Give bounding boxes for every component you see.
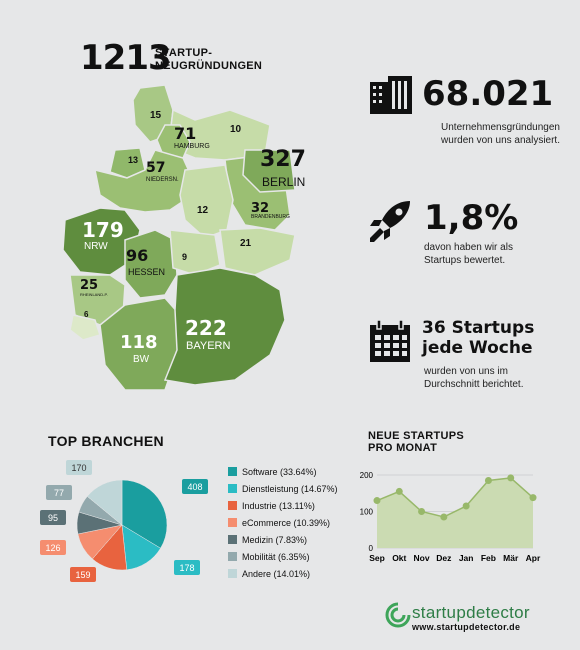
- legend-label: Dienstleistung (14.67%): [242, 483, 338, 494]
- region-bayern-label: BAYERN: [186, 340, 231, 352]
- legend-item: [228, 565, 338, 582]
- legend-item: [228, 480, 338, 497]
- region-niedersachsen-label: NIEDERSN.: [146, 177, 179, 183]
- pie-callout-value: 170: [71, 463, 87, 473]
- stat-weekly-desc: wurden von uns im Durchschnitt berichtet.: [424, 366, 524, 390]
- stat-analyzed-value: 68.021: [422, 74, 554, 114]
- data-point: [485, 477, 492, 484]
- calendar-icon: [368, 320, 412, 364]
- x-tick-label: Mär: [503, 553, 519, 563]
- x-tick-label: Jan: [458, 553, 474, 563]
- pie-callout-value: 159: [75, 570, 91, 580]
- region-hessen-label: HESSEN: [128, 267, 166, 277]
- monthly-chart: [345, 465, 545, 565]
- legend-item: [228, 463, 338, 480]
- legend-label: Medizin (7.83%): [242, 534, 308, 545]
- data-point: [396, 488, 403, 495]
- region-bremen-value: 13: [128, 155, 139, 165]
- legend-swatch: [228, 484, 237, 493]
- chart-title: NEUE STARTUPS PRO MONAT: [368, 430, 464, 454]
- brand-url[interactable]: www.startupdetector.de: [412, 622, 521, 632]
- region-sh-value: 15: [150, 110, 162, 121]
- pie-callout: [174, 560, 200, 575]
- y-tick-label: 200: [359, 471, 373, 480]
- pie-callout-value: 77: [53, 488, 65, 498]
- legend-item: [228, 548, 338, 565]
- region-saarland-value: 6: [84, 310, 89, 319]
- y-tick-label: 100: [359, 507, 373, 517]
- region-bayern-value: 222: [185, 316, 227, 340]
- x-tick-label: Okt: [392, 553, 407, 563]
- data-point: [530, 494, 537, 501]
- legend-label: Software (33.64%): [242, 466, 317, 477]
- region-bw-label: BW: [133, 354, 150, 365]
- region-sachsen-value: 21: [240, 238, 252, 249]
- legend-swatch: [228, 535, 237, 544]
- pie-callout-value: 95: [47, 513, 59, 523]
- pie-callout: [40, 540, 66, 555]
- region-sachsen-anhalt-shape: [180, 165, 233, 238]
- x-tick-label: Apr: [525, 553, 541, 563]
- data-point: [440, 513, 447, 520]
- legend-swatch: [228, 501, 237, 510]
- legend-swatch: [228, 467, 237, 476]
- pie-callout: [70, 567, 96, 582]
- legend-swatch: [228, 569, 237, 578]
- data-point: [463, 503, 470, 510]
- data-point: [418, 508, 425, 515]
- pie-callout: [40, 510, 66, 525]
- region-brandenburg-value: 32: [251, 201, 270, 216]
- legend-item: [228, 514, 338, 531]
- region-brandenburg-label: BRANDENBURG: [251, 214, 290, 220]
- startupdetector-logo-icon: [385, 602, 411, 628]
- pie-callout-value: 408: [187, 482, 203, 492]
- region-thueringen-value: 9: [182, 252, 188, 262]
- legend-swatch: [228, 518, 237, 527]
- region-hamburg-label: HAMBURG: [174, 143, 210, 150]
- legend-label: Industrie (13.11%): [242, 500, 315, 511]
- pie-callout: [182, 479, 208, 494]
- region-rlp-label: RHEINLAND-P.: [80, 292, 108, 297]
- legend-label: eCommerce (10.39%): [242, 517, 331, 528]
- pie-callout-value: 178: [179, 563, 195, 573]
- region-bw-value: 118: [120, 332, 158, 353]
- region-nrw-value: 179: [82, 218, 124, 242]
- x-tick-label: Sep: [369, 553, 385, 563]
- legend-item: [228, 531, 338, 548]
- x-tick-label: Nov: [413, 553, 430, 563]
- y-tick-label: 0: [368, 544, 373, 553]
- pie-callout-value: 126: [45, 543, 61, 553]
- region-niedersachsen-value: 57: [146, 160, 166, 176]
- data-point: [507, 474, 514, 481]
- branchen-legend: [228, 463, 338, 582]
- legend-swatch: [228, 552, 237, 561]
- region-hessen-value: 96: [126, 246, 149, 265]
- x-tick-label: Feb: [480, 553, 496, 563]
- branchen-pie: [30, 455, 220, 595]
- headline-label: STARTUP- NEUGRÜNDUNGEN: [155, 47, 263, 72]
- legend-item: [228, 497, 338, 514]
- region-berlin-value: 327: [260, 147, 306, 172]
- building-icon: [368, 74, 416, 116]
- region-sachsen-anhalt-value: 12: [197, 205, 209, 216]
- rocket-icon: [366, 198, 414, 244]
- data-point: [374, 497, 381, 504]
- region-mv-value: 10: [230, 124, 242, 135]
- legend-label: Mobilität (6.35%): [242, 551, 310, 562]
- region-rlp-value: 25: [80, 278, 99, 293]
- brand-name: startupdetector: [412, 603, 530, 622]
- region-thueringen-shape: [170, 230, 220, 275]
- stat-analyzed-desc: Unternehmensgründungen wurden von uns analysiert.: [441, 122, 560, 146]
- region-berlin-label: BERLIN: [262, 175, 306, 189]
- pie-callout: [66, 460, 92, 475]
- pie-callout: [46, 485, 72, 500]
- headline-total: 1213: [80, 38, 171, 78]
- x-tick-label: Dez: [436, 553, 452, 563]
- stat-rate-desc: davon haben wir als Startups bewertet.: [424, 242, 513, 266]
- stat-rate-value: 1,8%: [424, 198, 519, 238]
- stat-weekly-value: 36 Startups jede Woche: [422, 318, 535, 358]
- branchen-title: TOP BRANCHEN: [48, 433, 164, 449]
- region-hamburg-value: 71: [174, 124, 197, 143]
- legend-label: Andere (14.01%): [242, 568, 311, 579]
- region-nrw-label: NRW: [84, 241, 108, 252]
- region-sachsen-shape: [220, 228, 295, 275]
